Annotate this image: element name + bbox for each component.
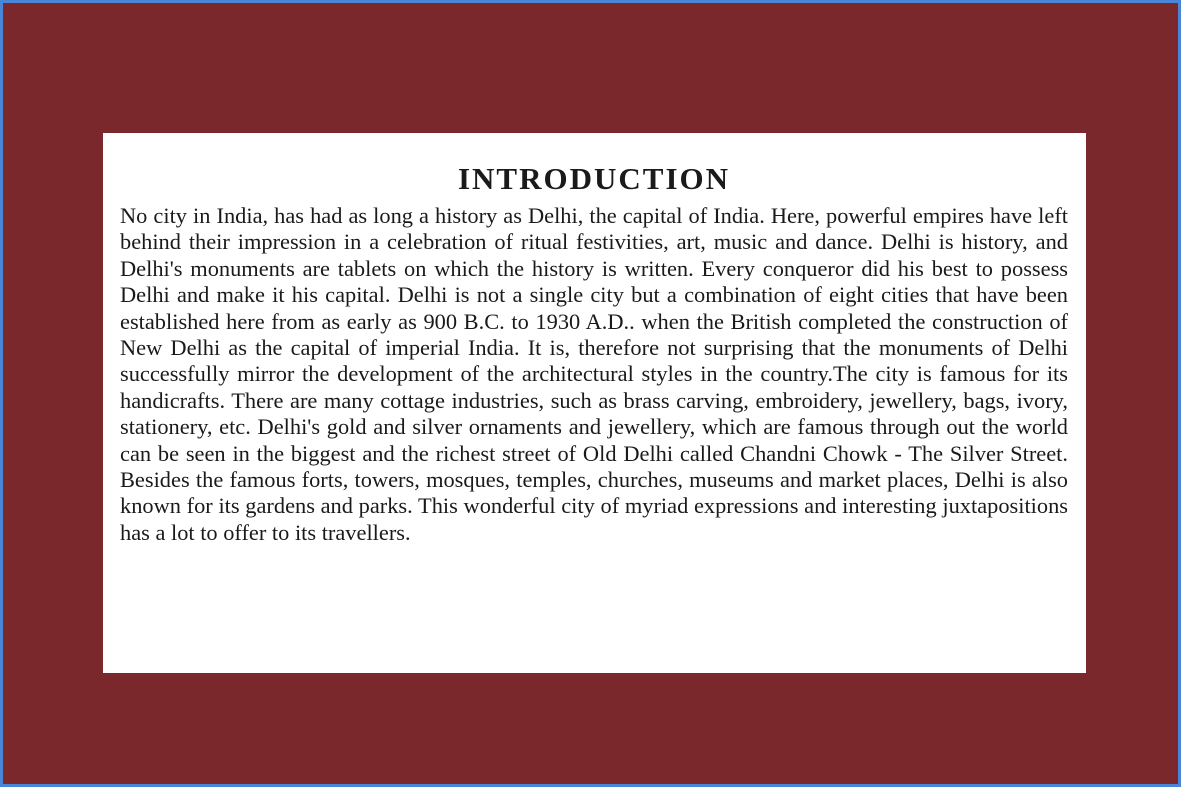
introduction-paragraph: No city in India, has had as long a history as Delhi, the capital of India. Here, powerful empires have left behind their impression in a celebration of ritual festivities, art, music and dance. Delhi is history, and Delhi's monuments are tablets on which the history is written. Every conqueror did his best to possess Delhi and make it his capital. Delhi is not a single city but a combination of eight cities that have been established here from as early as 900 B.C. to 1930 A.D.. when the British completed the construction of New Delhi as the capital of imperial India. It is, therefore not surprising that the monuments of Delhi successfully mirror the development of the architectural styles in the country.The city is famous for its handicrafts. There are many cottage industries, such as brass carving, embroidery, jewellery, bags, ivory, stationery, etc. Delhi's gold and silver ornaments and jewellery, which are famous through out the world can be seen in the biggest and the richest street of Old Delhi called Chandni Chowk - The Silver Street. Besides the famous forts, towers, mosques, temples, churches, museums and market places, Delhi is also known for its gardens and parks. This wonderful city of myriad expressions and interesting juxtapositions has a lot to offer to its travellers. — [120, 203, 1068, 545]
page-title: INTRODUCTION — [457, 161, 731, 196]
background-panel — [3, 3, 1178, 784]
introduction-card — [103, 133, 1086, 673]
